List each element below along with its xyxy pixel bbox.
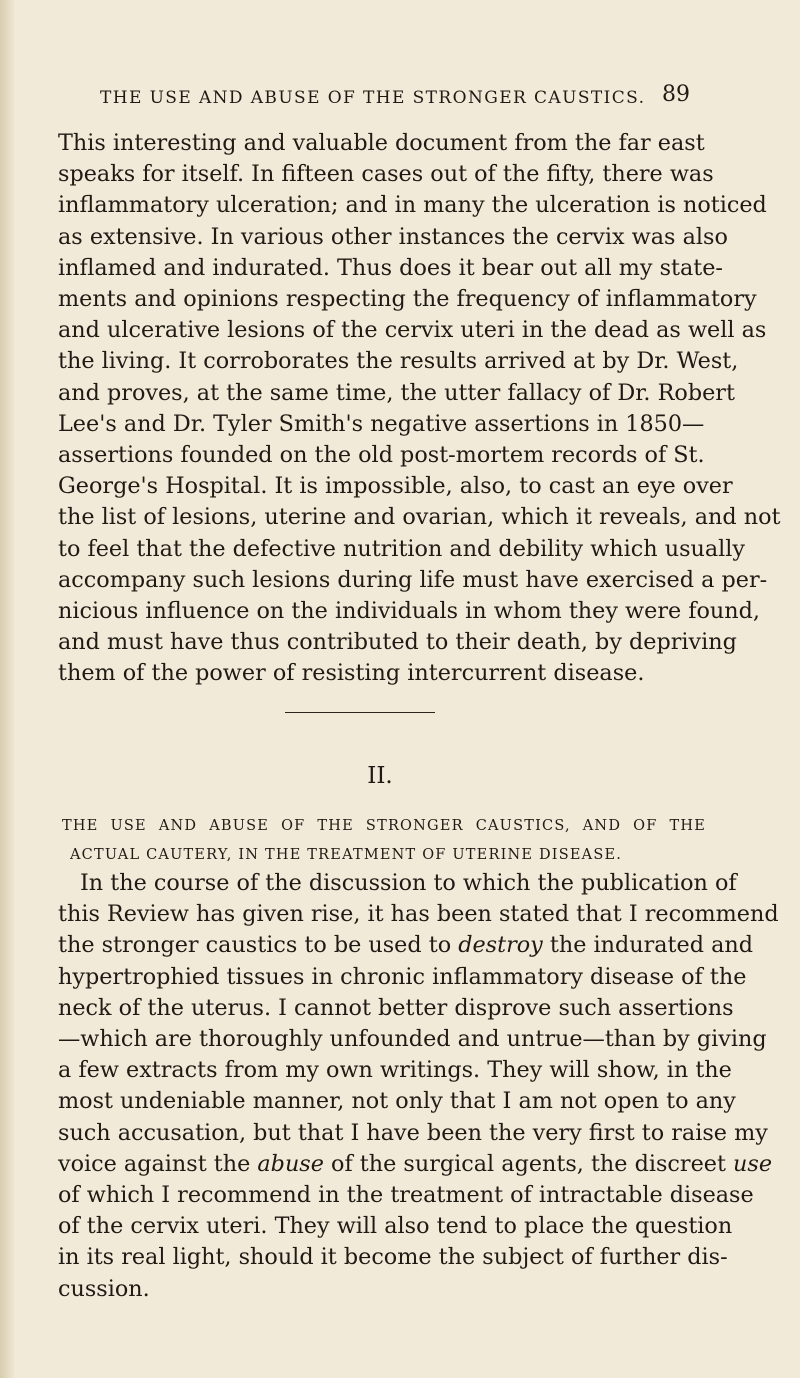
text-line: George's Hospital. It is impossible, also, to cast an eye over <box>58 473 733 500</box>
running-head-title: THE USE AND ABUSE OF THE STRONGER CAUSTICS. <box>100 88 646 108</box>
page-gutter-edge <box>0 0 14 1378</box>
page-number: 89 <box>662 82 690 107</box>
text-line: a few extracts from my own writings. They will show, in the <box>58 1057 732 1084</box>
section-title-line: ACTUAL CAUTERY, IN THE TREATMENT OF UTERINE DISEASE. <box>70 847 623 863</box>
section-number: II. <box>367 763 393 789</box>
text-line: neck of the uterus. I cannot better disprove such assertions <box>58 994 734 1021</box>
text-line: hypertrophied tissues in chronic inflammatory disease of the <box>58 963 747 990</box>
section-title-line: THE USE AND ABUSE OF THE STRONGER CAUSTICS, AND OF THE <box>62 818 706 834</box>
text-line: and must have thus contributed to their death, by depriving <box>58 629 737 656</box>
text-line: and ulcerative lesions of the cervix uteri in the dead as well as <box>58 317 767 344</box>
paragraph-1 <box>58 128 781 690</box>
text-line: In the course of the discussion to which the publication of <box>80 870 737 896</box>
text-run: voice against the <box>58 1150 258 1177</box>
paragraph-2 <box>58 868 779 1305</box>
text-line <box>58 930 753 961</box>
running-head <box>100 82 700 112</box>
text-line: ments and opinions respecting the frequency of inflammatory <box>58 286 757 313</box>
text-line <box>58 1149 773 1180</box>
text-line: them of the power of resisting intercurrent disease. <box>58 660 645 687</box>
text-run: the stronger caustics to be used to <box>58 932 459 959</box>
text-line: this Review has given rise, it has been stated that I recommend <box>58 901 779 928</box>
text-line: of the cervix uteri. They will also tend to place the question <box>58 1213 733 1240</box>
section-divider-rule <box>285 712 435 713</box>
text-line: accompany such lesions during life must have exercised a per- <box>58 566 768 593</box>
text-line: —which are thoroughly unfounded and untrue—than by giving <box>58 1026 767 1053</box>
text-run: of the surgical agents, the discreet <box>323 1150 734 1177</box>
text-line: speaks for itself. In fifteen cases out of the fifty, there was <box>58 161 714 188</box>
text-line: nicious influence on the individuals in whom they were found, <box>58 598 761 625</box>
text-line: of which I recommend in the treatment of intractable disease <box>58 1182 754 1209</box>
text-line: inflammatory ulceration; and in many the ulceration is noticed <box>58 192 767 219</box>
emphasis-use: use <box>733 1150 773 1177</box>
text-line: in its real light, should it become the subject of further dis- <box>58 1244 728 1271</box>
text-line: the list of lesions, uterine and ovarian, which it reveals, and not <box>58 504 781 531</box>
text-line: to feel that the defective nutrition and debility which usually <box>58 535 746 562</box>
text-line: This interesting and valuable document from the far east <box>58 130 705 156</box>
emphasis-abuse: abuse <box>257 1150 324 1177</box>
text-line: inflamed and indurated. Thus does it bear out all my state- <box>58 254 723 281</box>
emphasis-destroy: destroy <box>458 932 543 959</box>
text-line: assertions founded on the old post-mortem records of St. <box>58 442 705 469</box>
text-line: and proves, at the same time, the utter fallacy of Dr. Robert <box>58 379 735 406</box>
text-line: most undeniable manner, not only that I am not open to any <box>58 1088 736 1115</box>
text-run: the indurated and <box>542 932 753 959</box>
text-line: as extensive. In various other instances the cervix was also <box>58 223 728 250</box>
text-line: Lee's and Dr. Tyler Smith's negative assertions in 1850— <box>58 410 705 437</box>
section-title <box>62 812 706 870</box>
text-line: the living. It corroborates the results arrived at by Dr. West, <box>58 348 739 375</box>
text-line: cussion. <box>58 1275 150 1302</box>
text-line: such accusation, but that I have been the very first to raise my <box>58 1119 768 1146</box>
